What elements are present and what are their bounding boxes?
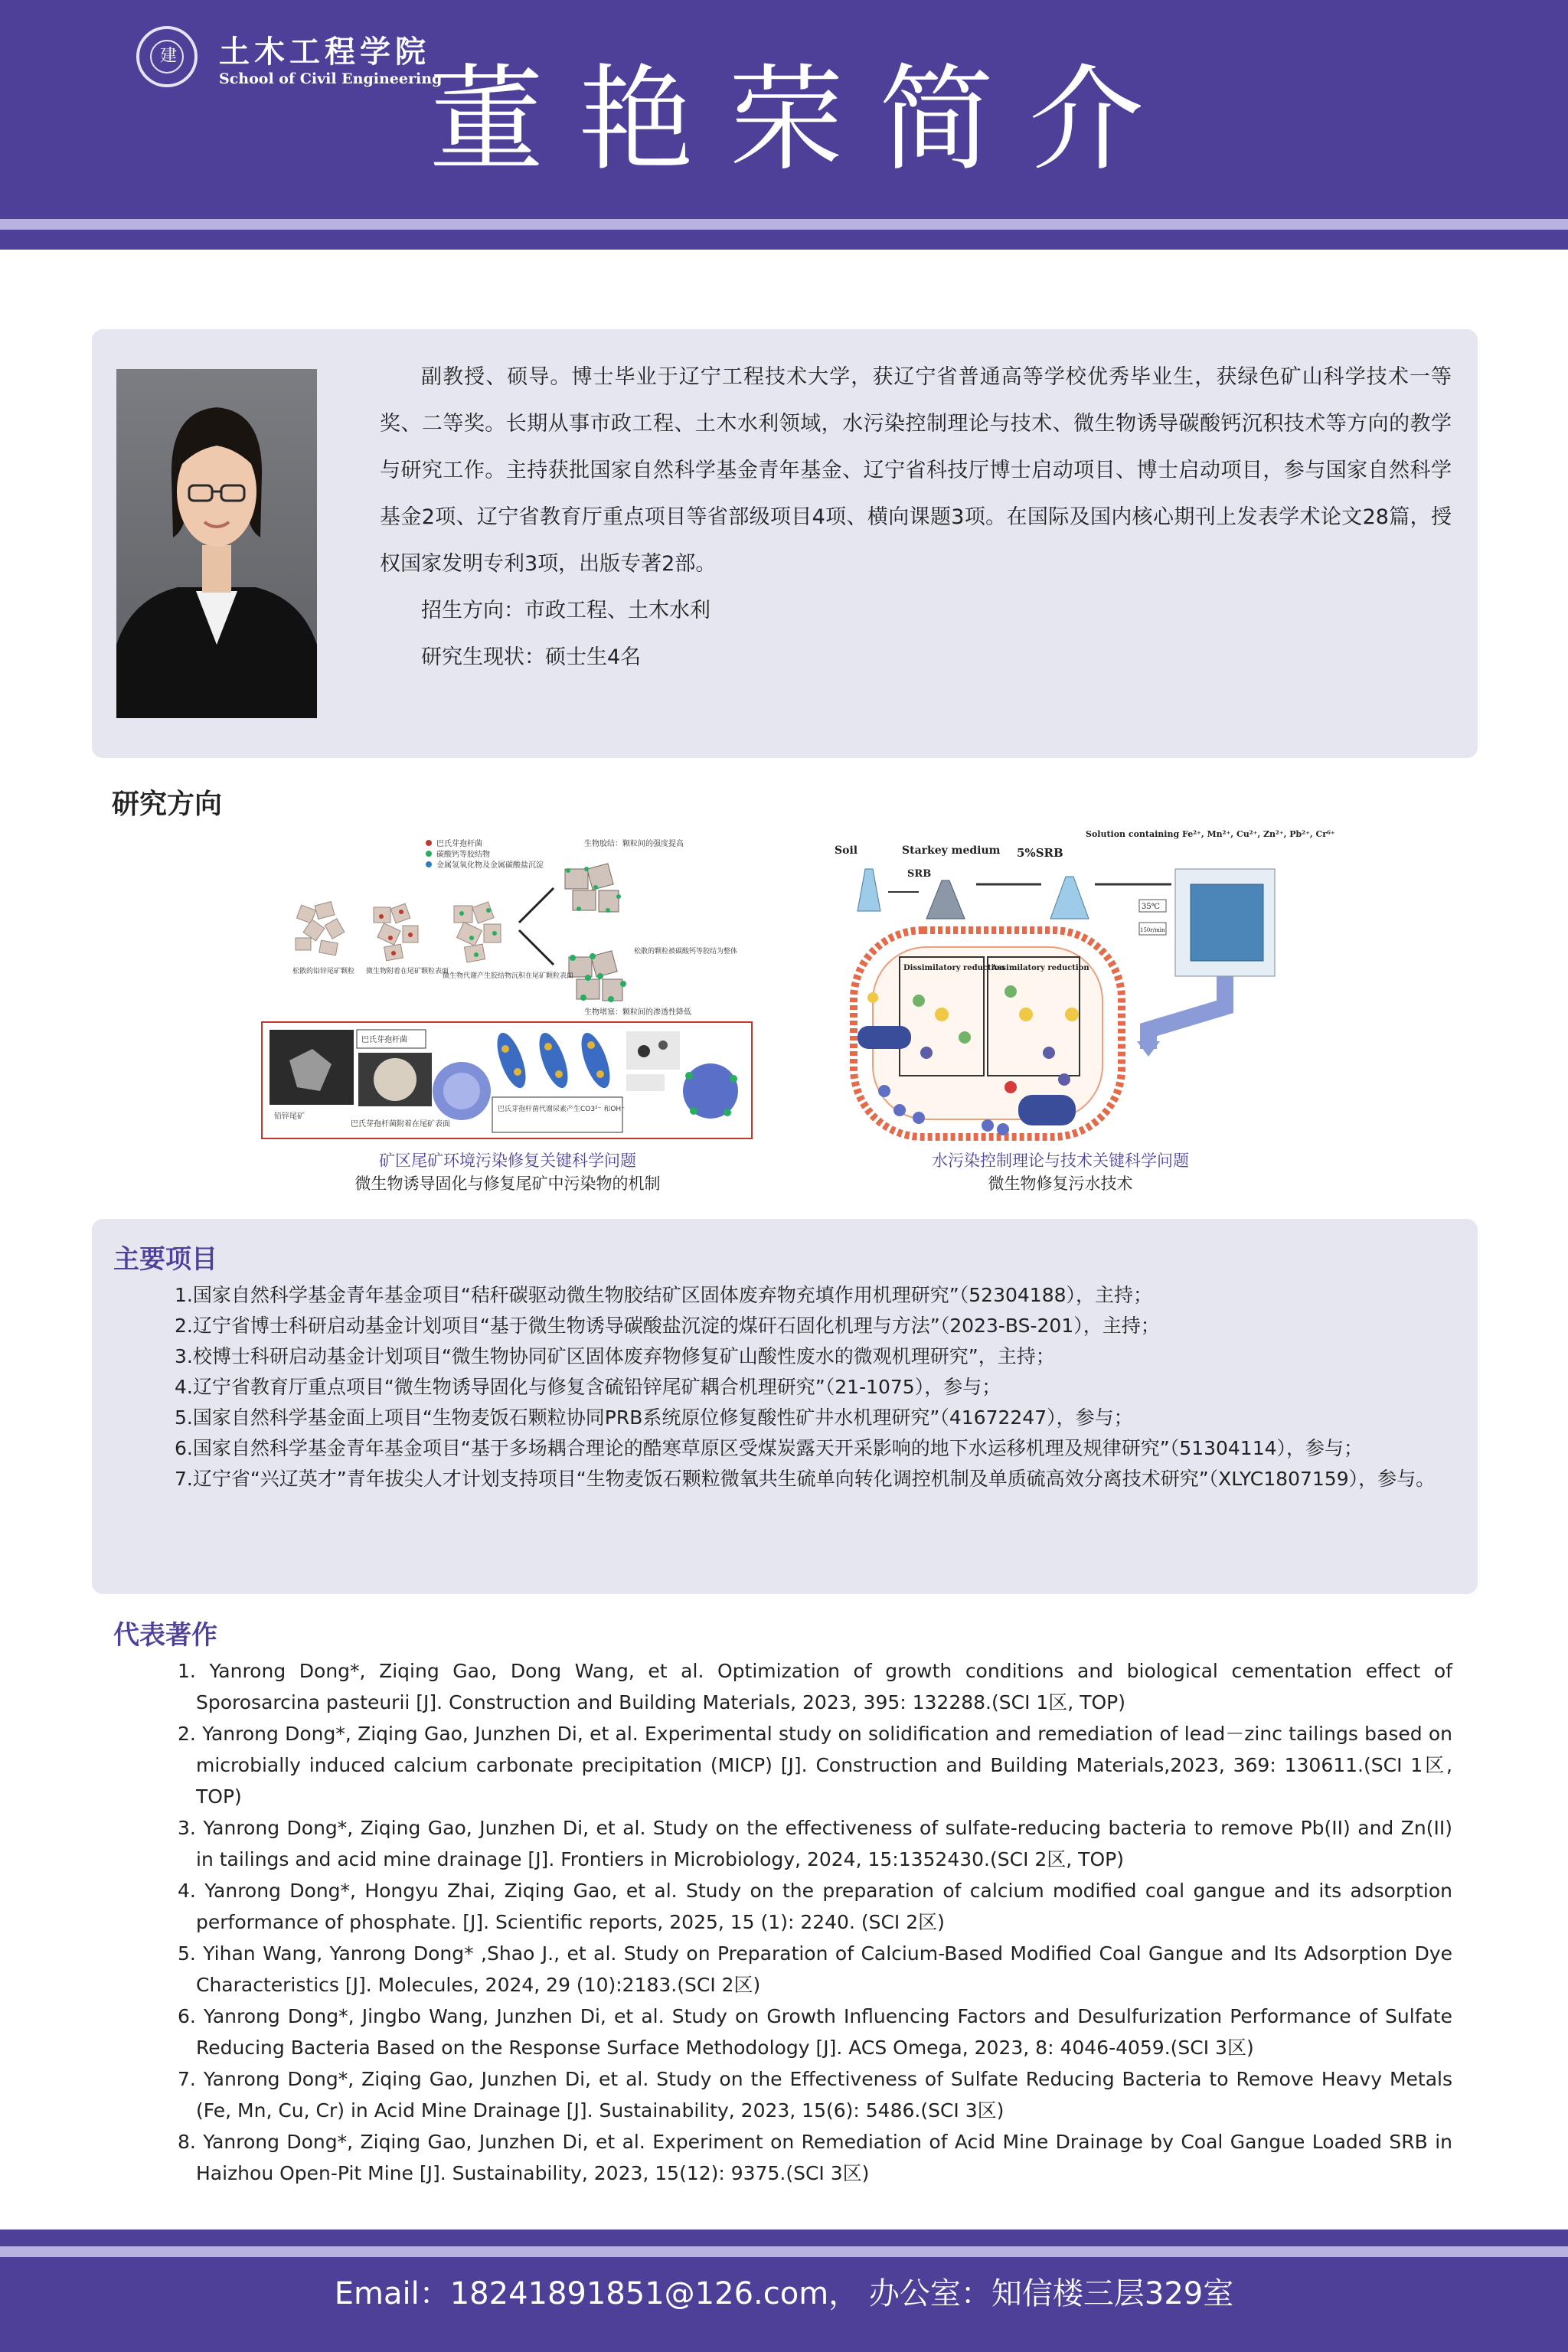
fig2-srb-label: SRB [907,868,932,880]
fig2-rpm-label: 150r/min [1140,927,1165,933]
fig1-panel-tag2: 铅锌尾矿 [274,1112,305,1121]
logo-mark: 建 [159,47,177,66]
fig2-dissim-label: Dissimilatory reduction [903,964,1005,972]
fig1-cluster4: 松散的颗粒被碳酸钙等胶结为整体 [634,948,738,956]
fig2-caption-title: 水污染控制理论与技术关键科学问题 [932,1152,1189,1170]
publication-item: 4. Yanrong Dong*, Hongyu Zhai, Ziqing Gao, et al. Study on the preparation of calcium modified coal gangue and its adsorption performance of phosphate. [J]. Scientific reports, 2025, 15 (1): 2240. (SCI 2区) [178,1880,1452,1933]
project-item: 1.国家自然科学基金青年基金项目“秸秆碳驱动微生物胶结矿区固体废弃物充填作用机理研究”（52304188），主持； [175,1284,1153,1306]
school-name-en: School of Civil Engineering [219,70,443,87]
fig1-panel-tag3: 巴氏芽孢杆菌附着在尾矿表面 [351,1120,450,1129]
portrait-illustration [116,369,317,718]
fig1-cluster1: 松散的铅锌尾矿颗粒 [292,968,355,975]
project-item: 4.辽宁省教育厅重点项目“微生物诱导固化与修复含硫铅锌尾矿耦合机理研究”（21-1075），参与； [175,1376,1001,1398]
publication-item: 7. Yanrong Dong*, Ziqing Gao, Junzhen Di, et al. Study on the Effectiveness of Sulfate Reducing Bacteria to Remove Heavy Metals (Fe, Mn, Cu, Cr) in Acid Mine Drainage [J]. Sustainability, 2023, 15(6): 5486.(SCI 3区) [178,2068,1452,2122]
fig1-legend1: 巴氏芽孢杆菌 [436,840,482,848]
publication-item: 3. Yanrong Dong*, Ziqing Gao, Junzhen Di, et al. Study on the effectiveness of sulfate-reducing bacteria to remove Pb(II) and Zn(II) in tailings and acid mine drainage [J]. Frontiers in Microbiology, 2024, 15:1352430.(SCI 2区, TOP) [178,1817,1452,1870]
bio-students: 研究生现状：硕士生4名 [421,645,642,669]
fig1-caption-title: 矿区尾矿环境污染修复关键科学问题 [379,1152,636,1170]
publication-item: 8. Yanrong Dong*, Ziqing Gao, Junzhen Di, et al. Experiment on Remediation of Acid Mine Drainage by Coal Gangue Loaded SRB in Haizhou Open-Pit Mine [J]. Sustainability, 2023, 15(12): 9375.(SCI 3区) [178,2131,1452,2184]
footer-contact: Email：18241891851@126.com， 办公室：知信楼三层329室 [334,2276,1234,2311]
page-title: 董艳荣简介 [429,54,1180,187]
fig2-temp-label: 35℃ [1142,903,1160,911]
logo-inner-ring [150,40,184,74]
projects-list [175,1280,1453,1494]
project-item: 7.辽宁省“兴辽英才”青年拔尖人才计划支持项目“生物麦饭石颗粒微氧共生硫单向转化调控机制及单质硫高效分离技术研究”（XLYC1807159），参与。 [175,1468,1436,1490]
fig2-assim-label: Assimilatory reduction [991,964,1089,972]
school-name-cn: 土木工程学院 [219,34,430,70]
fig1-panel-formula: 巴氏芽孢杆菌代谢尿素产生CO3²⁻ 和OH⁻ [498,1106,625,1113]
fig1-legend3: 金属氢氧化物及金属碳酸盐沉淀 [436,861,544,870]
project-item: 3.校博士科研启动基金计划项目“微生物协同矿区固体废弃物修复矿山酸性废水的微观机理研究”，主持； [175,1345,1055,1367]
research-heading: 研究方向 [112,789,223,820]
fig1-cluster2: 微生物附着在尾矿颗粒表面 [366,968,449,975]
fig2-soil-label: Soil [835,844,858,857]
header-stripe-dark [0,230,1568,250]
tailings-diagram [259,831,756,1145]
publication-item: 5. Yihan Wang, Yanrong Dong* ,Shao J., et al. Study on Preparation of Calcium-Based Modified Coal Gangue and Its Adsorption Dye Characteristics [J]. Molecules, 2024, 29 (10):2183.(SCI 2区) [178,1942,1452,1996]
fig1-panel-tag1: 巴氏芽孢杆菌 [361,1036,407,1044]
bio-paragraph: 副教授、硕导。博士毕业于辽宁工程技术大学，获辽宁省普通高等学校优秀毕业生，获绿色矿山科学技术一等奖、二等奖。长期从事市政工程、土木水利领域，水污染控制理论与技术、微生物诱导碳酸钙沉积技术等方向的教学与研究工作。主持获批国家自然科学基金青年基金、辽宁省科技厅博士启动项目、博士启动项目，参与国家自然科学基金2项、辽宁省教育厅重点项目等省部级项目4项、横向课题3项。在国际及国内核心期刊上发表学术论文28篇，授权国家发明专利3项，出版专著2部。 [380,365,1452,576]
header-stripe-light [0,219,1568,230]
publications-list [178,1655,1452,2189]
fig1-cluster3: 微生物代谢产生胶结物沉积在尾矿颗粒表面 [443,972,574,980]
research-figure-wastewater [827,823,1335,1152]
publication-item: 1. Yanrong Dong*, Ziqing Gao, Dong Wang, et al. Optimization of growth conditions and biological cementation effect of Sporosarcina pasteurii [J]. Construction and Building Materials, 2023, 395: 132288.(SCI 1区, TOP) [178,1660,1452,1713]
fig1-caption-sub: 微生物诱导固化与修复尾矿中污染物的机制 [354,1174,661,1193]
fig1-legend2: 碳酸钙等胶结物 [436,851,490,859]
bio-enrollment: 招生方向：市政工程、土木水利 [421,599,710,622]
school-logo [136,26,198,87]
fig2-srb5-label: 5%SRB [1017,846,1063,860]
wastewater-diagram [827,823,1335,1152]
projects-heading: 主要项目 [113,1244,217,1275]
footer-stripe-dark [0,2230,1568,2246]
publications-heading: 代表著作 [113,1620,217,1651]
fig2-caption-sub: 微生物修复污水技术 [988,1174,1133,1193]
footer-stripe-light [0,2246,1568,2257]
fig1-bottom-right: 生物堵塞：颗粒间的渗透性降低 [584,1008,691,1017]
portrait-photo [116,369,317,718]
publication-item: 2. Yanrong Dong*, Ziqing Gao, Junzhen Di, et al. Experimental study on solidification and remediation of lead－zinc tailings based on microbially induced calcium carbonate precipitation (MICP) [J]. Construction and Building Materials,2023, 369: 130611.(SCI 1区, TOP) [178,1723,1452,1808]
bio-text [380,354,1452,681]
project-item: 5.国家自然科学基金面上项目“生物麦饭石颗粒协同PRB系统原位修复酸性矿井水机理研究”（41672247），参与； [175,1406,1133,1429]
project-item: 6.国家自然科学基金青年基金项目“基于多场耦合理论的酷寒草原区受煤炭露天开采影响的地下水运移机理及规律研究”（51304114），参与； [175,1437,1364,1459]
publication-item: 6. Yanrong Dong*, Jingbo Wang, Junzhen Di, et al. Study on Growth Influencing Factors and Desulfurization Performance of Sulfate Reducing Bacteria Based on the Response Surface Methodology [J]. ACS Omega, 2023, 8: 4046-4059.(SCI 3区) [178,2005,1452,2059]
fig2-starkey-label: Starkey medium [902,844,1001,857]
research-figure-tailings [259,831,756,1145]
project-item: 2.辽宁省博士科研启动基金计划项目“基于微生物诱导碳酸盐沉淀的煤矸石固化机理与方法”（2023-BS-201），主持； [175,1315,1160,1337]
fig1-top-right: 生物胶结：颗粒间的强度提高 [584,840,684,848]
fig2-solution-label: Solution containing Fe²⁺, Mn²⁺, Cu²⁺, Zn²⁺, Pb²⁺, Cr⁶⁺ [1086,829,1335,839]
